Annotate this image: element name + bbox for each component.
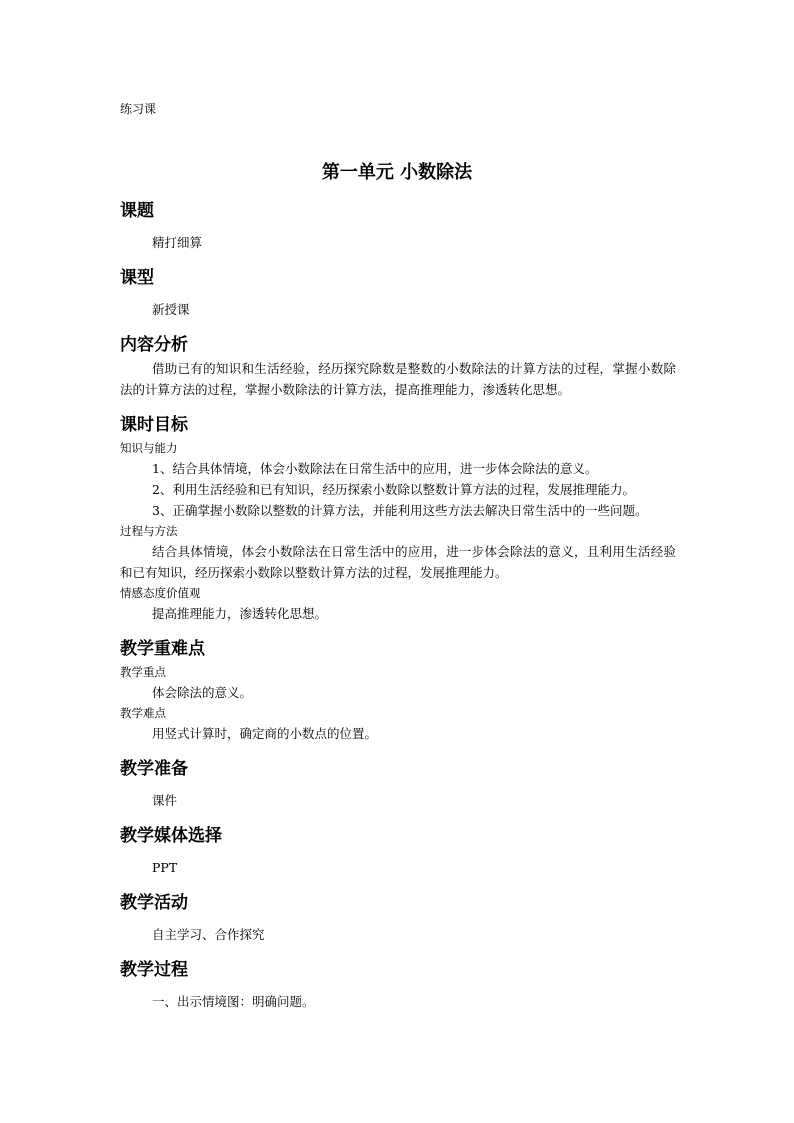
process-label: 过程与方法	[120, 524, 178, 538]
prep-text: 课件	[152, 793, 178, 808]
knowledge-label: 知识与能力	[120, 441, 178, 455]
key-label: 教学重点	[120, 665, 166, 679]
knowledge-item-3: 3、正确掌握小数除以整数的计算方法，并能利用这些方法去解决日常生活中的一些问题。	[152, 503, 648, 518]
process-text: 一、出示情境图：明确问题。	[152, 994, 315, 1009]
media-text: PPT	[152, 860, 178, 875]
topic-text: 精打细算	[152, 235, 203, 250]
section-heading-topic: 课题	[120, 201, 154, 221]
knowledge-item-2: 2、利用生活经验和已有知识，经历探索小数除以整数计算方法的过程，发展推理能力。	[152, 482, 635, 497]
section-heading-process: 教学过程	[120, 960, 188, 980]
knowledge-item-1: 1、结合具体情境，体会小数除法在日常生活中的应用，进一步体会除法的意义。	[152, 461, 598, 476]
emotion-text: 提高推理能力，渗透转化思想。	[152, 606, 328, 621]
activity-text: 自主学习、合作探究	[152, 927, 265, 942]
section-heading-keypoints: 教学重难点	[120, 639, 205, 659]
difficult-label: 教学难点	[120, 706, 166, 720]
process-method-text: 结合具体情境，体会小数除法在日常生活中的应用，进一步体会除法的意义，且利用生活经验和已有知识，经历探索小数除以整数计算方法的过程，发展推理能力。	[120, 544, 676, 580]
section-heading-goals: 课时目标	[120, 415, 188, 435]
section-heading-activity: 教学活动	[120, 893, 188, 913]
header-note: 练习课	[120, 102, 157, 116]
document-body	[120, 198, 676, 1012]
document-title: 第一单元 小数除法	[321, 162, 473, 183]
section-heading-analysis: 内容分析	[120, 335, 188, 355]
section-heading-prep: 教学准备	[120, 759, 188, 779]
section-heading-media: 教学媒体选择	[120, 826, 222, 846]
emotion-label: 情感态度价值观	[120, 586, 201, 600]
key-text: 体会除法的意义。	[152, 685, 253, 700]
analysis-text: 借助已有的知识和生活经验，经历探究除数是整数的小数除法的计算方法的过程，掌握小数除法的计算方法的过程，掌握小数除法的计算方法，提高推理能力，渗透转化思想。	[120, 361, 676, 397]
difficult-text: 用竖式计算时，确定商的小数点的位置。	[152, 726, 378, 741]
section-heading-type: 课型	[120, 268, 154, 288]
type-text: 新授课	[152, 302, 190, 317]
